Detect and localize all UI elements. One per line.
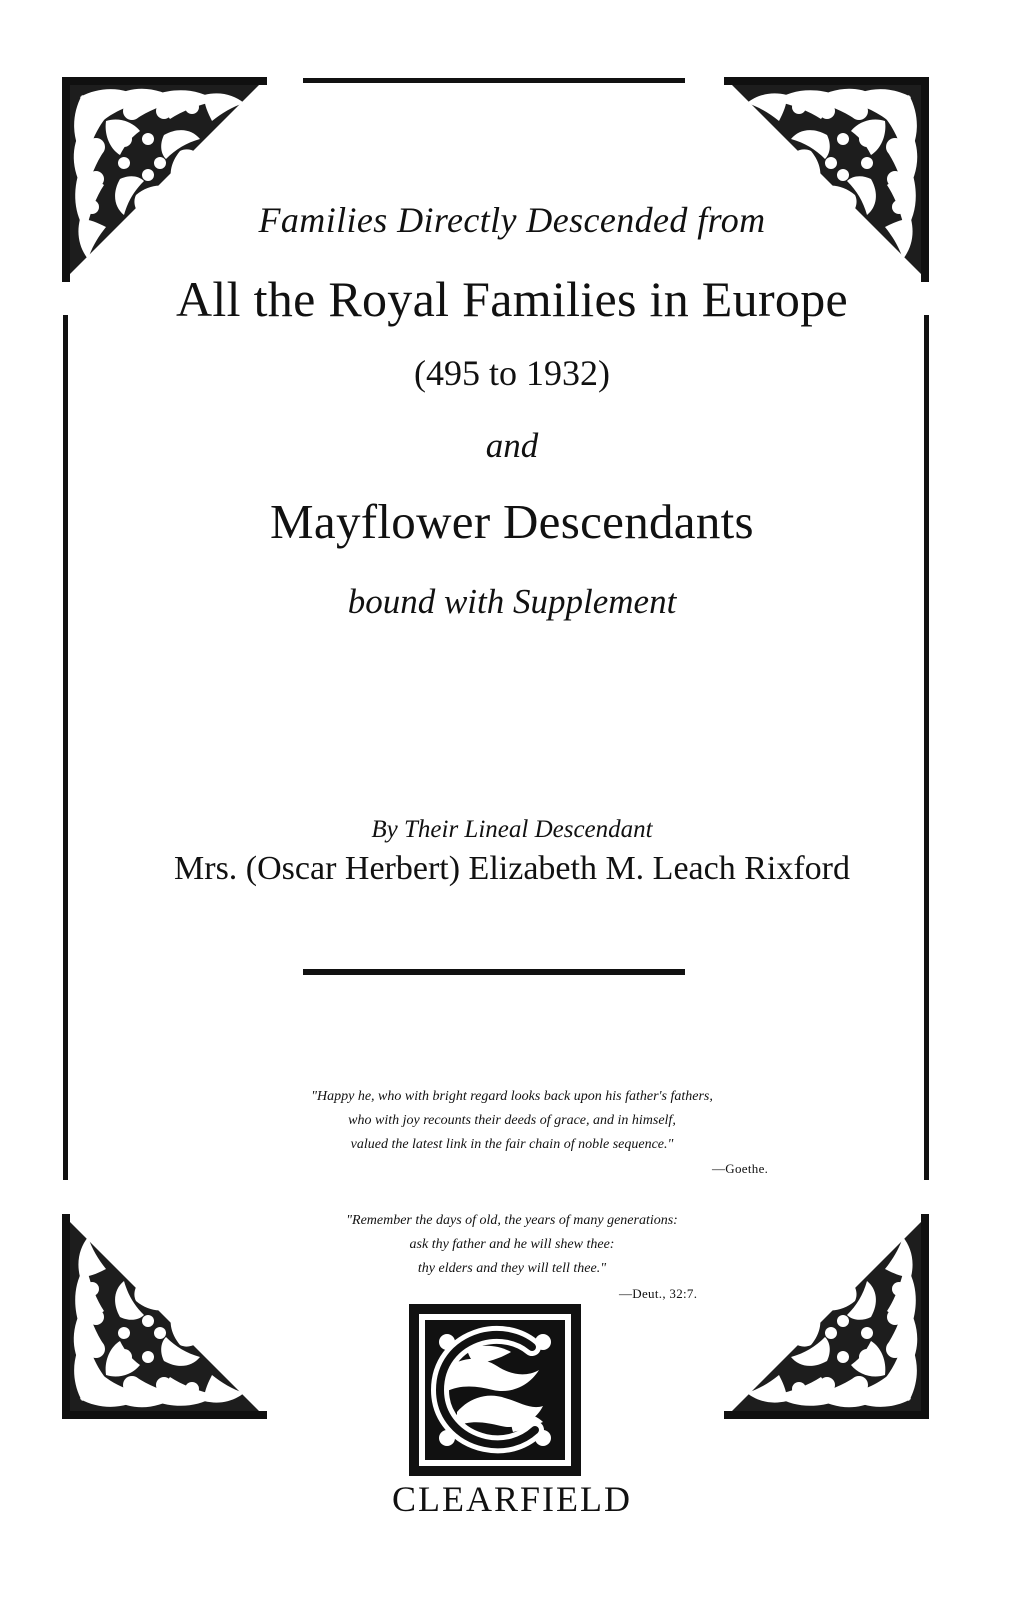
quote-deuteronomy: [0, 1209, 1024, 1281]
quote-line: ask thy father and he will shew thee:: [409, 1237, 615, 1252]
quote-line: valued the latest link in the fair chain of noble sequence.": [350, 1137, 674, 1152]
cover-years: (495 to 1932): [414, 353, 610, 393]
ornate-c-logo: [409, 1304, 581, 1476]
quote-attribution: —Goethe.: [712, 1161, 769, 1176]
quote-goethe: [0, 1085, 1024, 1157]
filigree-corner-icon: [62, 77, 267, 282]
cover-connector: and: [485, 426, 539, 465]
quote-line: who with joy recounts their deeds of grace, and in himself,: [348, 1113, 676, 1128]
cover-title-second: Mayflower Descendants: [270, 494, 754, 549]
top-rule: [303, 78, 685, 83]
cover-title-main: All the Royal Families in Europe: [175, 271, 848, 327]
quote-line: "Happy he, who with bright regard looks back upon his father's fathers,: [311, 1089, 713, 1104]
divider-rule: [303, 969, 685, 975]
author-name: Mrs. (Oscar Herbert) Elizabeth M. Leach Rixford: [174, 850, 850, 887]
filigree-corner-icon: [724, 77, 929, 282]
quote-line: "Remember the days of old, the years of many generations:: [346, 1213, 678, 1228]
cover-subtitle-top: Families Directly Descended from: [258, 200, 766, 240]
quote-line: thy elders and they will tell thee.": [417, 1261, 607, 1276]
byline-label: By Their Lineal Descendant: [371, 816, 653, 843]
cover-supplement: bound with Supplement: [347, 582, 677, 621]
quote-attribution: —Deut., 32:7.: [619, 1286, 698, 1301]
publisher-name: CLEARFIELD: [392, 1479, 632, 1519]
